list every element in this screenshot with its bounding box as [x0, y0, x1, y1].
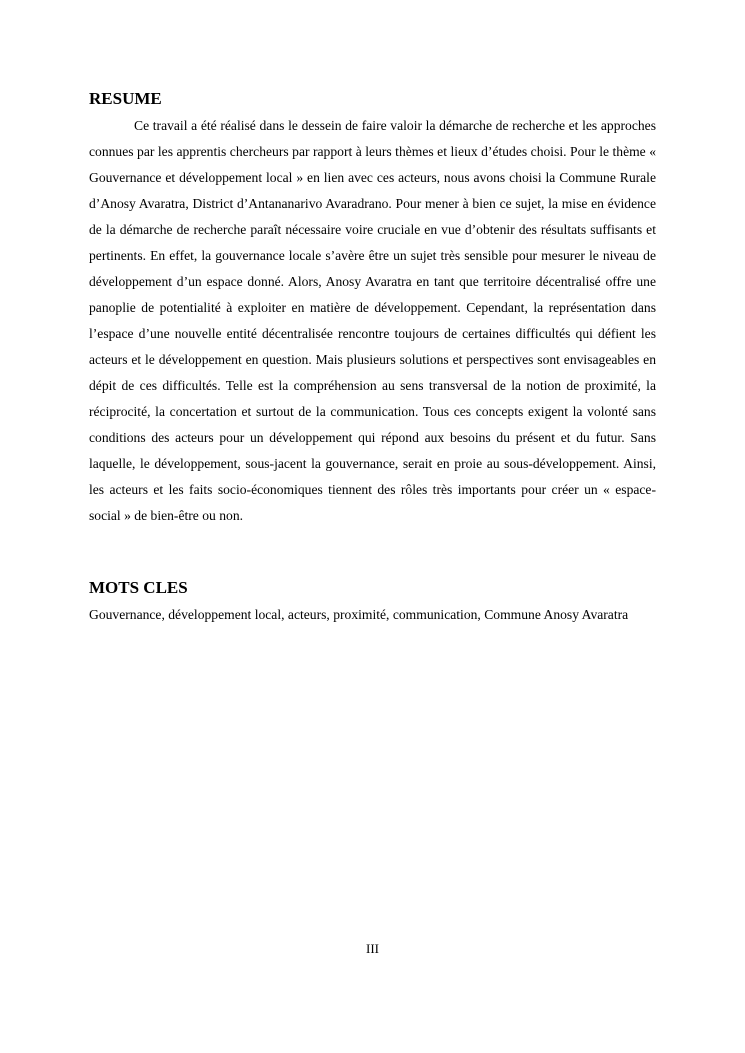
- abstract-paragraph: Ce travail a été réalisé dans le dessein de faire valoir la démarche de recherche et les approches connues par les apprentis chercheurs par rapport à leurs thèmes et lieux d’études choisi. Pour le thème « Gouvernance et développement local » en lien avec ces acteurs, nous avons choisi la Commune Rurale d’Anosy Avaratra, District d’Antananarivo Avaradrano. Pour mener à bien ce sujet, la mise en évidence de la démarche de recherche paraît nécessaire voire cruciale en vue d’obtenir des résultats suffisants et pertinents. En effet, la gouvernance locale s’avère être un sujet très sensible pour mesurer le niveau de développement d’un espace donné. Alors, Anosy Avaratra en tant que territoire décentralisé offre une panoplie de potentialité à exploiter en matière de développement. Cependant, la représentation dans l’espace d’une nouvelle entité décentralisée rencontre toujours de certaines difficultés qui défient les acteurs et le développement en question. Mais plusieurs solutions et perspectives sont envisageables en dépit de ces difficultés. Telle est la compréhension au sens transversal de la notion de proximité, la réciprocité, la concertation et surtout de la communication. Tous ces concepts exigent la volonté sans conditions des acteurs pour un développement qui répond aux besoins du présent et du futur. Sans laquelle, le développement, sous-jacent la gouvernance, serait en proie au sous-développement. Ainsi, les acteurs et les faits socio-économiques tiennent des rôles très importants pour créer un « espace-social » de bien-être ou non.: [89, 118, 656, 523]
- keywords-heading: MOTS CLES: [89, 578, 188, 597]
- abstract-heading: RESUME: [89, 89, 162, 108]
- keywords-paragraph: Gouvernance, développement local, acteurs, proximité, communication, Commune Anosy Avaratra: [89, 607, 629, 622]
- page-content: [89, 88, 656, 628]
- page-number: III: [366, 941, 379, 956]
